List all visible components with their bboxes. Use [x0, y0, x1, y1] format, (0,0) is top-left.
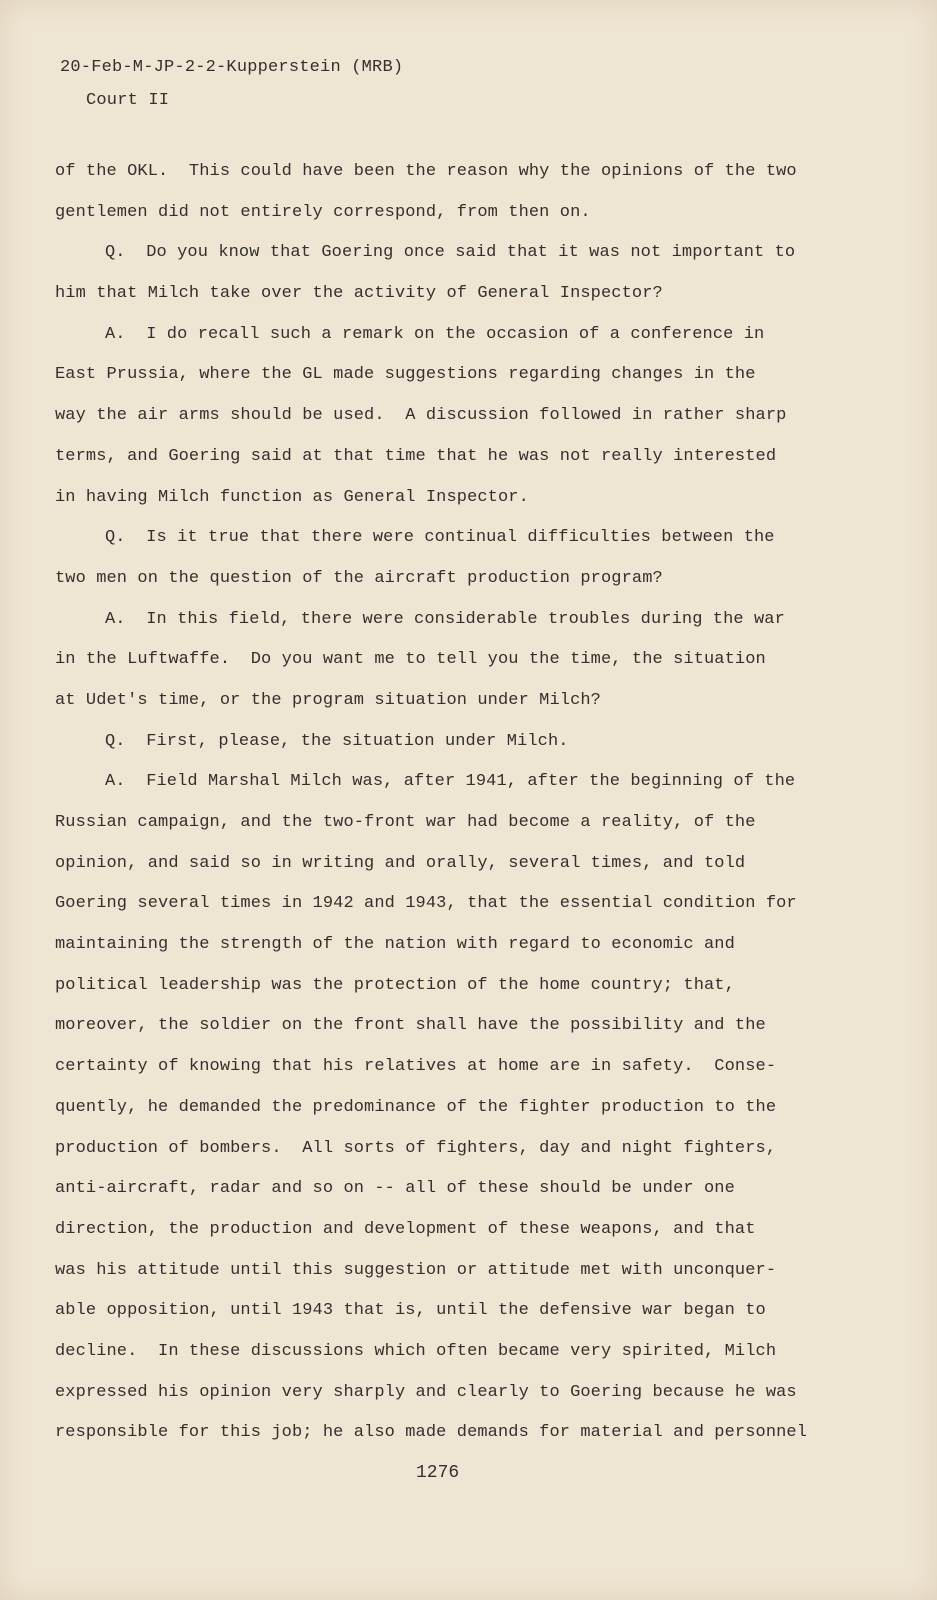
- document-reference: 20-Feb-M-JP-2-2-Kupperstein (MRB): [60, 58, 404, 77]
- page-number: 1276: [416, 1463, 460, 1483]
- transcript-line: Goering several times in 1942 and 1943, that the essential condition for: [55, 894, 797, 914]
- transcript-line: certainty of knowing that his relatives at home are in safety. Conse-: [55, 1057, 777, 1077]
- transcript-line: A. I do recall such a remark on the occasion of a conference in: [105, 324, 765, 344]
- transcript-line: Q. First, please, the situation under Milch.: [105, 731, 569, 751]
- transcript-line: East Prussia, where the GL made suggestions regarding changes in the: [55, 365, 756, 385]
- transcript-line: in having Milch function as General Inspector.: [55, 487, 529, 507]
- transcript-line: responsible for this job; he also made demands for material and personnel: [55, 1423, 808, 1443]
- transcript-body: [55, 152, 895, 1454]
- transcript-line: A. Field Marshal Milch was, after 1941, after the beginning of the: [105, 772, 796, 792]
- transcript-line: anti-aircraft, radar and so on -- all of these should be under one: [55, 1179, 735, 1199]
- court-label: Court II: [86, 91, 170, 110]
- transcript-line: expressed his opinion very sharply and clearly to Goering because he was: [55, 1382, 797, 1402]
- transcript-line: quently, he demanded the predominance of the fighter production to the: [55, 1097, 777, 1117]
- transcript-line: two men on the question of the aircraft production program?: [55, 568, 663, 588]
- transcript-line: A. In this field, there were considerable troubles during the war: [105, 609, 785, 629]
- transcript-line: way the air arms should be used. A discussion followed in rather sharp: [55, 406, 787, 426]
- transcript-line: able opposition, until 1943 that is, until the defensive war began to: [55, 1301, 766, 1321]
- transcript-line: Q. Do you know that Goering once said that it was not important to: [105, 243, 796, 263]
- transcript-line: political leadership was the protection of the home country; that,: [55, 975, 735, 995]
- transcript-line: maintaining the strength of the nation with regard to economic and: [55, 935, 735, 955]
- transcript-line: at Udet's time, or the program situation under Milch?: [55, 690, 601, 710]
- transcript-line: Russian campaign, and the two-front war had become a reality, of the: [55, 813, 756, 832]
- transcript-line: him that Milch take over the activity of General Inspector?: [55, 284, 663, 304]
- transcript-line: gentlemen did not entirely correspond, from then on.: [55, 202, 591, 222]
- transcript-line: moreover, the soldier on the front shall have the possibility and the: [55, 1016, 766, 1036]
- transcript-line: of the OKL. This could have been the reason why the opinions of the two: [55, 162, 797, 181]
- transcript-line: production of bombers. All sorts of fighters, day and night fighters,: [55, 1138, 777, 1158]
- transcript-line: direction, the production and development of these weapons, and that: [55, 1219, 756, 1239]
- transcript-line: Q. Is it true that there were continual difficulties between the: [105, 528, 775, 548]
- transcript-line: terms, and Goering said at that time that he was not really interested: [55, 446, 777, 466]
- transcript-line: in the Luftwaffe. Do you want me to tell you the time, the situation: [55, 650, 766, 670]
- transcript-line: was his attitude until this suggestion or attitude met with unconquer-: [55, 1260, 777, 1280]
- transcript-line: decline. In these discussions which often became very spirited, Milch: [55, 1341, 777, 1361]
- transcript-line: opinion, and said so in writing and orally, several times, and told: [55, 853, 746, 873]
